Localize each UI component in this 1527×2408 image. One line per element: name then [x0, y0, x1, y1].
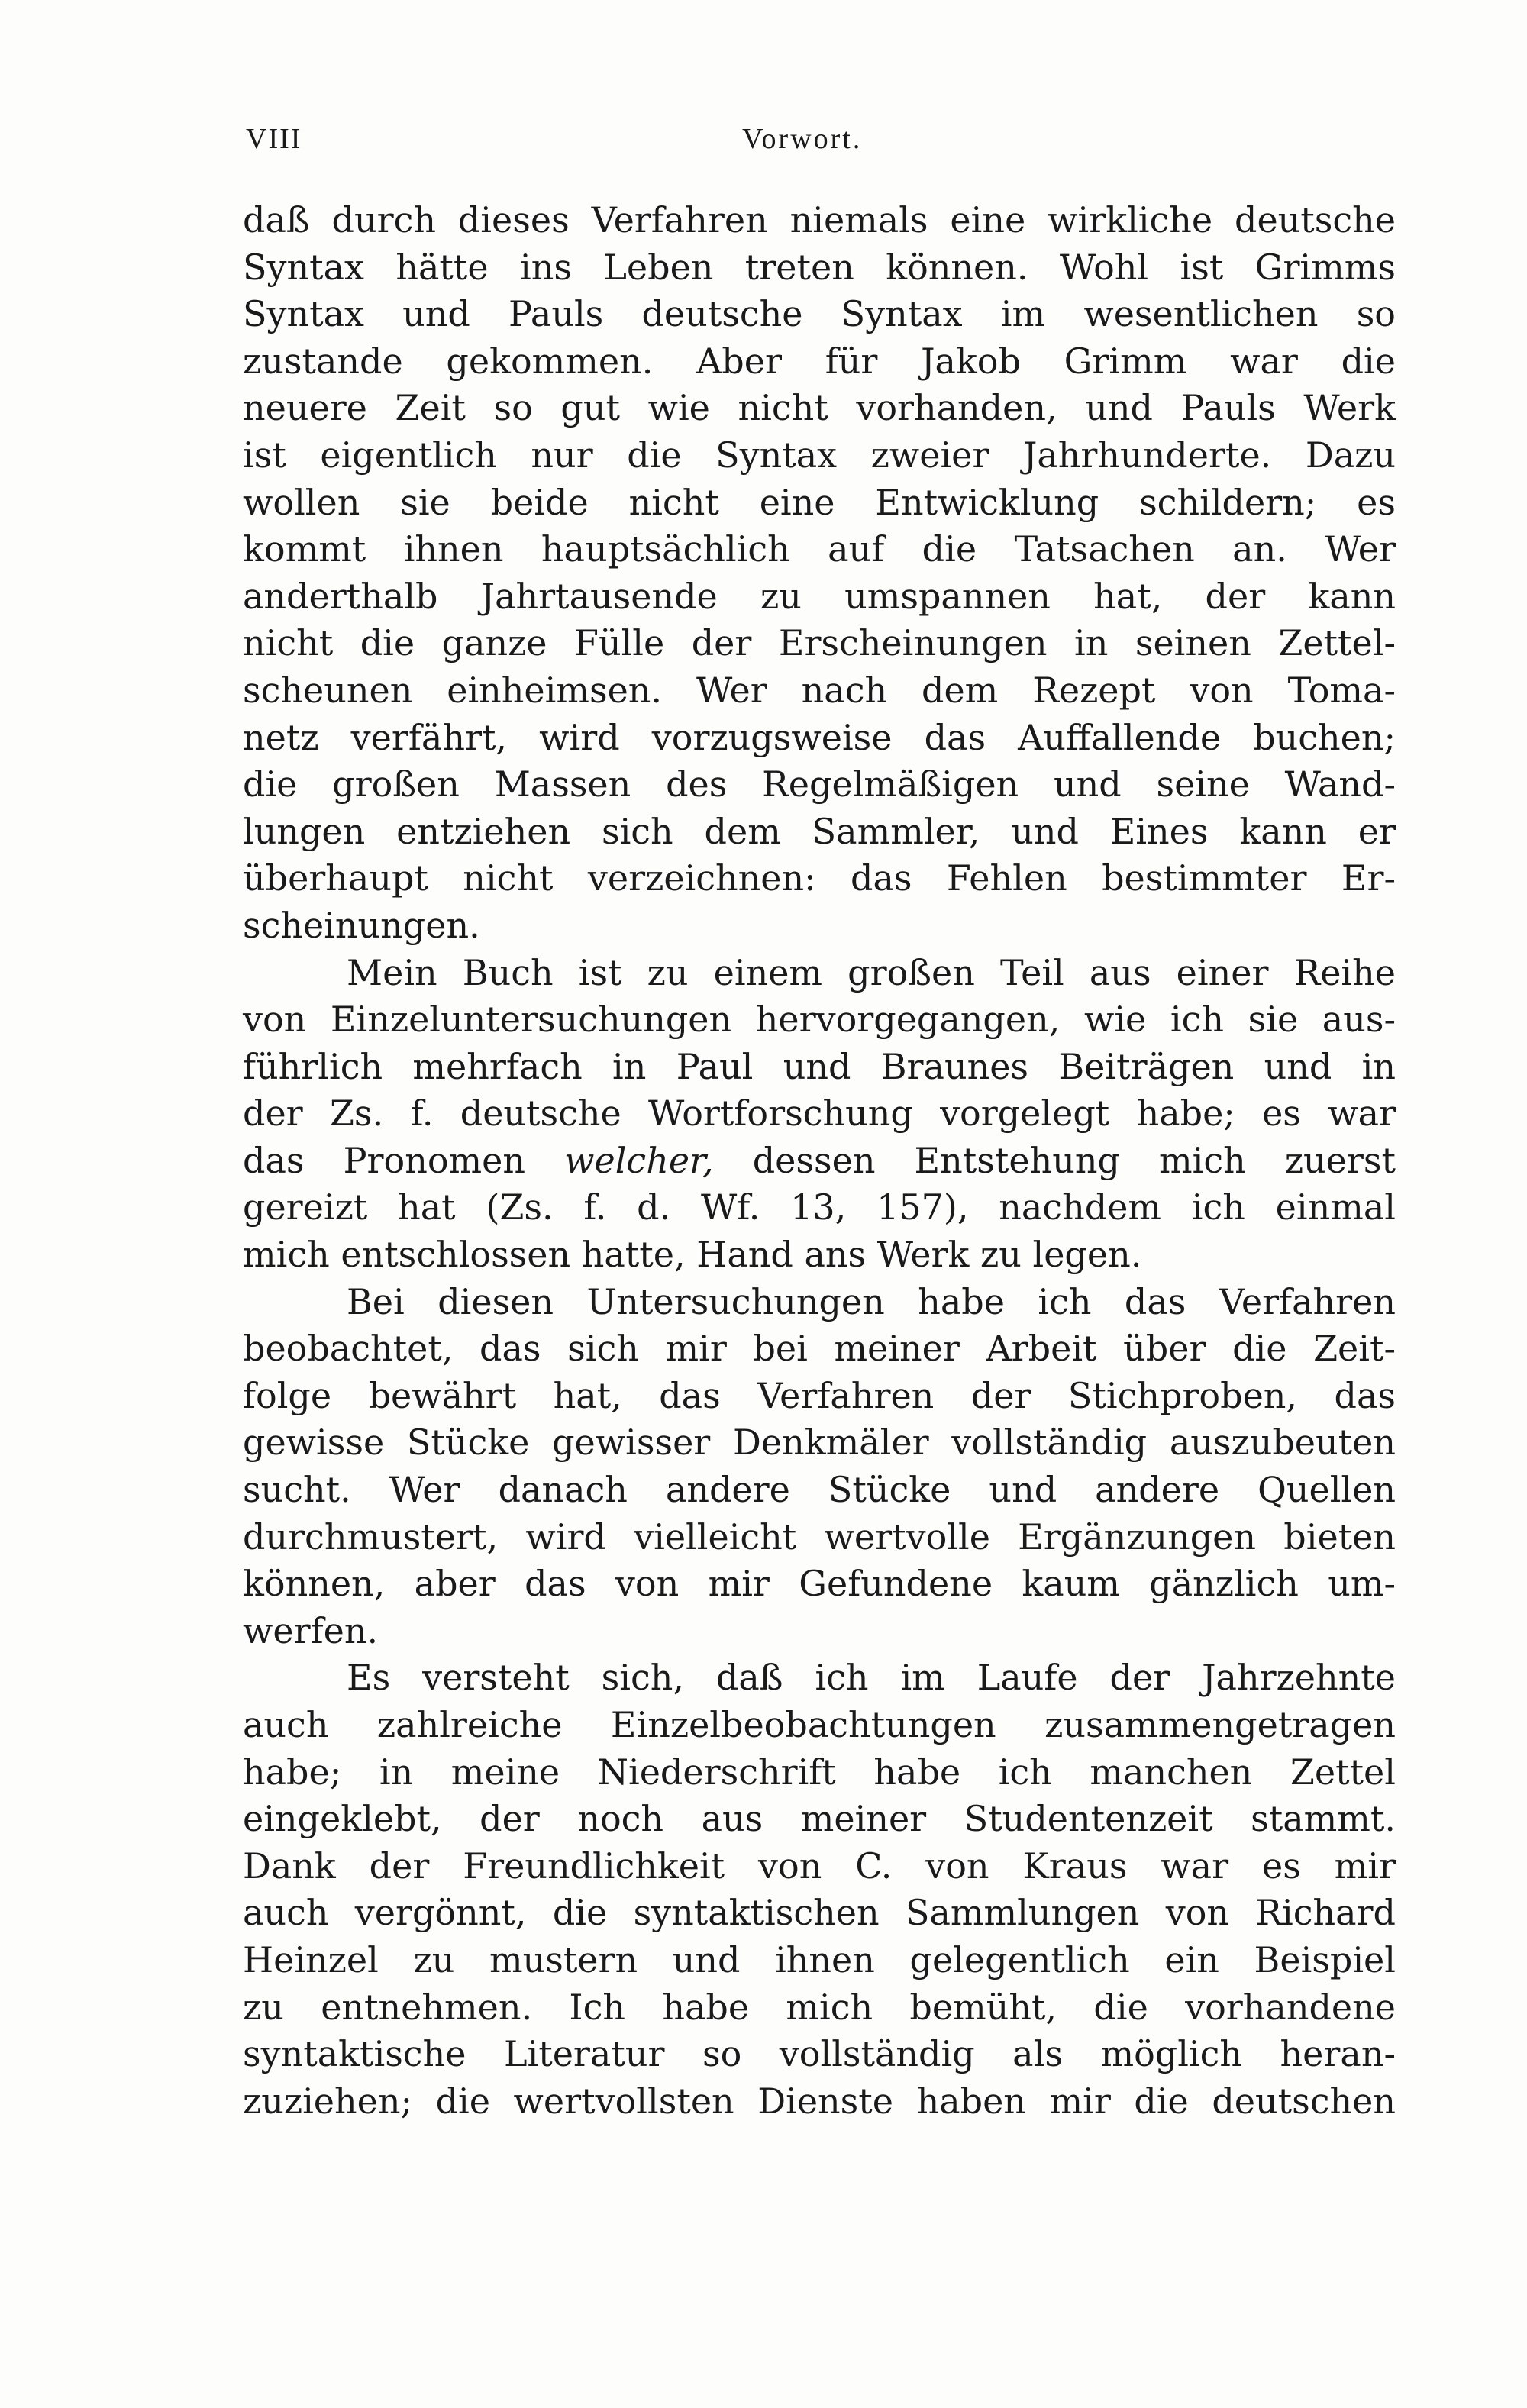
text-line: wollen sie beide nicht eine Entwicklung schildern; es: [243, 481, 1396, 523]
text-line: folge bewährt hat, das Verfahren der Stichproben, das: [243, 1374, 1396, 1416]
text-line: gewisse Stücke gewisser Denkmäler vollständig auszubeuten: [243, 1422, 1396, 1464]
text-line: habe; in meine Niederschrift habe ich manchen Zettel: [243, 1751, 1396, 1793]
text-line: auch zahlreiche Einzelbeobachtungen zusammengetragen: [243, 1704, 1396, 1745]
paragraph-4: [243, 1654, 1396, 2125]
text-line: Syntax und Pauls deutsche Syntax im wesentlichen so: [243, 293, 1396, 335]
text-line: kommt ihnen hauptsächlich auf die Tatsachen an. Wer: [243, 528, 1396, 570]
text-line: netz verfährt, wird vorzugsweise das Auffallende buchen;: [243, 716, 1396, 758]
running-head: Vorwort.: [742, 123, 863, 155]
text-line: beobachtet, das sich mir bei meiner Arbeit über die Zeit-: [243, 1328, 1396, 1370]
text-line: die großen Massen des Regelmäßigen und seine Wand-: [243, 763, 1396, 805]
text-line: Mein Buch ist zu einem großen Teil aus einer Reihe: [347, 951, 1396, 993]
text-line: der Zs. f. deutsche Wortforschung vorgelegt habe; es war: [243, 1093, 1396, 1135]
text-line: lungen entziehen sich dem Sammler, und Eines kann er: [243, 810, 1396, 852]
text-run: dessen Entstehung mich zuerst: [713, 1139, 1396, 1181]
text-line: syntaktische Literatur so vollständig als möglich heran-: [243, 2033, 1396, 2075]
text-line: anderthalb Jahrtausende zu umspannen hat, der kann: [243, 575, 1396, 617]
text-line-with-italic: [243, 1138, 1396, 1185]
text-line: können, aber das von mir Gefundene kaum gänzlich um-: [243, 1563, 1396, 1605]
text-run: das Pronomen: [243, 1139, 565, 1181]
italic-word: welcher,: [564, 1139, 714, 1181]
text-line: Syntax hätte ins Leben treten können. Wohl ist Grimms: [243, 246, 1396, 288]
text-line: Bei diesen Untersuchungen habe ich das Verfahren: [347, 1280, 1396, 1322]
text-line: mich entschlossen hatte, Hand ans Werk zu legen.: [243, 1234, 1142, 1276]
text-line: Heinzel zu mustern und ihnen gelegentlich ein Beispiel: [243, 1938, 1396, 1980]
text-line: gereizt hat (Zs. f. d. Wf. 13, 157), nachdem ich einmal: [243, 1186, 1396, 1228]
text-line: auch vergönnt, die syntaktischen Sammlungen von Richard: [243, 1892, 1396, 1934]
text-line: überhaupt nicht verzeichnen: das Fehlen bestimmter Er-: [243, 857, 1396, 899]
body-text: [243, 197, 1396, 2125]
page-number: VIII: [246, 123, 302, 155]
paragraph-1: [243, 197, 1396, 950]
text-line: von Einzeluntersuchungen hervorgegangen, wie ich sie aus-: [243, 999, 1396, 1041]
text-line: Dank der Freundlichkeit von C. von Kraus war es mir: [243, 1845, 1396, 1887]
text-line: führlich mehrfach in Paul und Braunes Beiträgen und in: [243, 1045, 1396, 1087]
text-line: scheinungen.: [243, 904, 480, 946]
page-header: [246, 122, 1399, 168]
text-line: zustande gekommen. Aber für Jakob Grimm war die: [243, 340, 1396, 382]
text-line: scheunen einheimsen. Wer nach dem Rezept von Toma-: [243, 669, 1396, 711]
text-line: sucht. Wer danach andere Stücke und andere Quellen: [243, 1469, 1396, 1511]
text-line: daß durch dieses Verfahren niemals eine wirkliche deutsche: [243, 199, 1396, 240]
text-line: ist eigentlich nur die Syntax zweier Jahrhunderte. Dazu: [243, 434, 1396, 476]
text-line: Es versteht sich, daß ich im Laufe der Jahrzehnte: [347, 1657, 1396, 1699]
paragraph-3: [243, 1279, 1396, 1655]
text-line: durchmustert, wird vielleicht wertvolle Ergänzungen bieten: [243, 1515, 1396, 1557]
text-line: eingeklebt, der noch aus meiner Studentenzeit stammt.: [243, 1798, 1396, 1840]
text-line: werfen.: [243, 1609, 379, 1651]
paragraph-2: [243, 950, 1396, 1279]
text-line: nicht die ganze Fülle der Erscheinungen in seinen Zettel-: [243, 622, 1396, 664]
text-line: zu entnehmen. Ich habe mich bemüht, die vorhandene: [243, 1986, 1396, 2028]
text-line: zuziehen; die wertvollsten Dienste haben mir die deutschen: [243, 2080, 1396, 2122]
text-line: neuere Zeit so gut wie nicht vorhanden, und Pauls Werk: [243, 387, 1396, 429]
